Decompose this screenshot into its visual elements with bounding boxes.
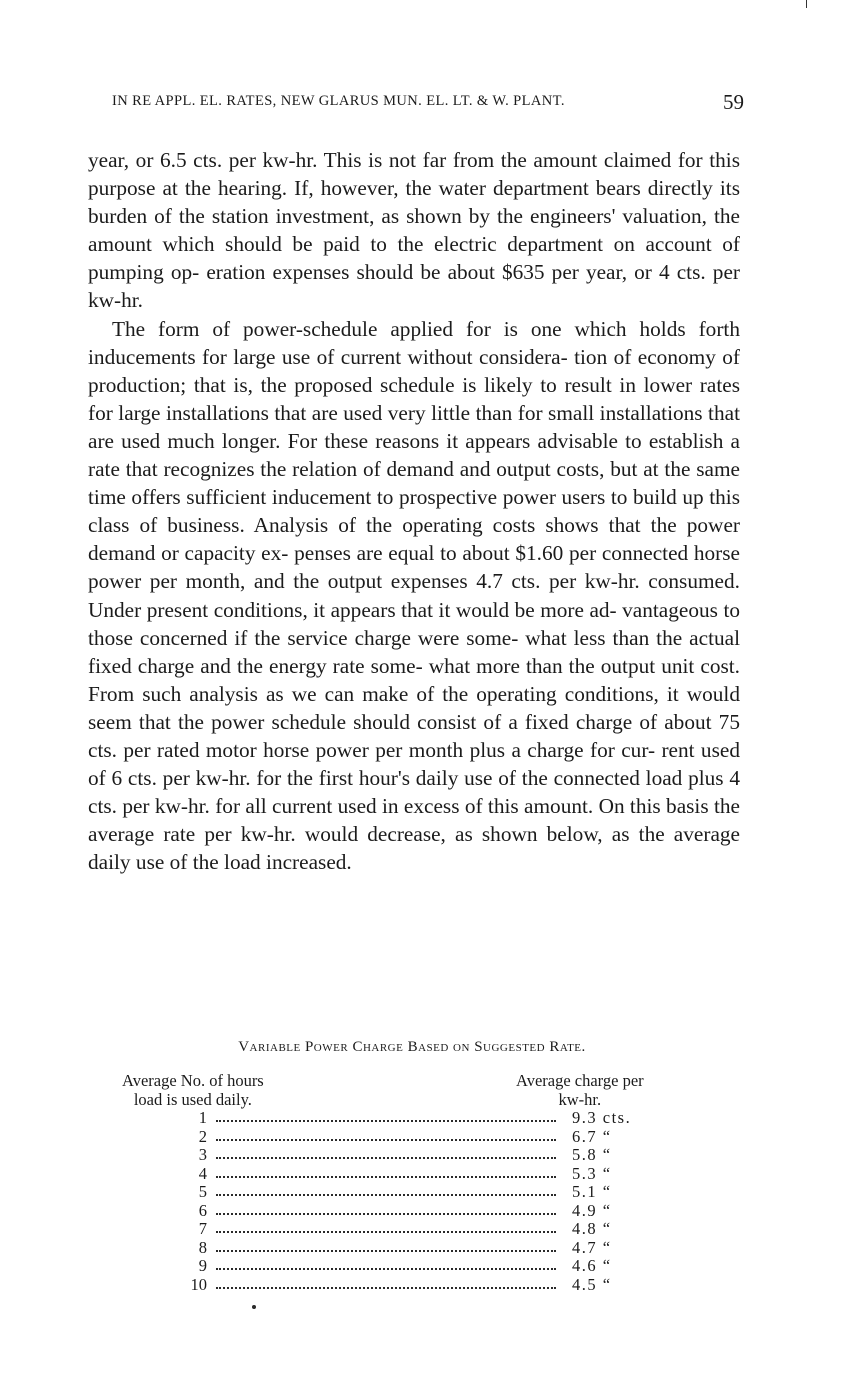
hours-cell: 6: [198, 1200, 207, 1220]
text-line: The form of power-schedule applied for is one which holds: [112, 316, 699, 341]
dot-leader: [216, 1157, 556, 1159]
text-line: rate that recognizes the relation of demand and output costs,: [88, 457, 611, 482]
text-line: used very little than for small installations that are used much: [88, 400, 740, 453]
table-title: Variable Power Charge Based on Suggested Rate.: [238, 1039, 586, 1055]
text-line: tion of economy of production; that is, the proposed schedule: [88, 344, 740, 397]
text-line: longer. For these reasons it appears advisable to establish a: [221, 428, 740, 453]
table-row: [150, 1108, 650, 1127]
dot-leader: [216, 1213, 556, 1215]
table-header-line: Average charge per: [516, 1071, 644, 1090]
table-row: [150, 1201, 650, 1220]
text-line: claimed for this purpose at the hearing. If, however, the water: [88, 148, 740, 201]
hours-cell: 10: [190, 1274, 207, 1294]
paragraph-2: [88, 315, 740, 877]
hours-cell: 8: [198, 1237, 207, 1257]
charge-cell: 5.3 “: [572, 1163, 612, 1183]
ink-speck: [252, 1305, 256, 1309]
charge-cell: 5.8 “: [572, 1145, 612, 1164]
text-line: use of the load increased.: [135, 850, 352, 875]
text-line: kw-hr.: [88, 288, 144, 313]
table-row: [150, 1182, 650, 1201]
text-line: department bears directly its burden of the station investment,: [88, 176, 740, 229]
table-row: [150, 1238, 650, 1257]
table-row: [150, 1275, 650, 1294]
text-line: Under present conditions, it appears that it would be more ad-: [88, 597, 617, 622]
text-line: power users to build up this class of business. Analysis of the: [88, 485, 740, 538]
hours-cell: 5: [198, 1182, 207, 1201]
table-header-charge: [516, 1072, 644, 1109]
text-line: per rated motor horse power per month plus a charge for cur-: [123, 737, 656, 762]
text-line: penses are equal to about $1.60 per connected horse power per: [88, 541, 741, 594]
text-line: but at the same time offers sufficient inducement to prospective: [88, 457, 740, 510]
page-edge-mark: [806, 0, 807, 8]
dot-leader: [216, 1287, 556, 1289]
running-head-title: IN RE APPL. EL. RATES, NEW GLARUS MUN. EL. LT. & W. PLANT.: [112, 93, 565, 109]
hours-cell: 7: [198, 1219, 207, 1238]
table-row: [150, 1256, 650, 1275]
text-line: what more than the output unit cost. From such analysis as we: [88, 653, 740, 706]
hours-cell: 3: [198, 1145, 207, 1164]
text-line: vantageous to those concerned if the service charge were some-: [88, 597, 741, 650]
table-header-hours: [122, 1072, 264, 1109]
text-line: year, or 6.5 cts. per kw-hr. This is not far from the amount: [88, 148, 604, 172]
body-text: [88, 146, 740, 876]
table-row: [150, 1145, 650, 1164]
rate-table: [150, 1108, 650, 1293]
table-header-line: Average No. of hours: [122, 1071, 264, 1090]
text-line: kw-hr. would decrease, as shown below, as the average daily: [88, 822, 741, 875]
table-header-line: kw-hr.: [558, 1089, 602, 1109]
text-line: can make of the operating conditions, it would seem that the: [88, 681, 740, 734]
dot-leader: [216, 1139, 556, 1141]
hours-cell: 1: [198, 1108, 207, 1127]
table-row: [150, 1219, 650, 1238]
text-line: operating costs shows that the power demand or capacity ex-: [88, 513, 740, 566]
text-line: eration expenses should be about $635 per year, or 4 cts. per: [206, 260, 740, 285]
charge-cell: 4.5 “: [572, 1274, 612, 1294]
dot-leader: [216, 1231, 556, 1233]
hours-cell: 2: [198, 1126, 207, 1146]
dot-leader: [216, 1268, 556, 1270]
table-header-line: load is used daily.: [133, 1089, 252, 1109]
charge-cell: 4.6 “: [572, 1256, 612, 1275]
charge-cell: 4.9 “: [572, 1200, 612, 1220]
dot-leader: [216, 1120, 556, 1122]
text-line: in excess of this amount. On this basis the average rate per: [88, 794, 740, 847]
text-line: what less than the actual fixed charge and the energy rate some-: [88, 625, 740, 678]
charge-cell: 9.3 cts.: [572, 1108, 632, 1127]
table-row: [150, 1127, 650, 1146]
text-line: as shown by the engineers' valuation, the amount which should: [88, 204, 740, 257]
paragraph-1: [88, 146, 740, 315]
running-head: [112, 90, 744, 114]
text-line: forth inducements for large use of current without considera-: [88, 316, 740, 369]
text-line: rent used of 6 cts. per kw-hr. for the first hour's daily use of: [88, 737, 740, 791]
page-number: 59: [723, 90, 744, 114]
charge-cell: 4.7 “: [572, 1237, 612, 1257]
table-row: [150, 1164, 650, 1183]
dot-leader: [216, 1176, 556, 1178]
text-line: the connected load plus 4 cts. per kw-hr. for all current used: [88, 766, 740, 819]
dot-leader: [216, 1194, 556, 1196]
text-line: power schedule should consist of a fixed charge of about 75 cts.: [88, 709, 740, 762]
charge-cell: 6.7 “: [572, 1126, 612, 1146]
charge-cell: 5.1 “: [572, 1182, 612, 1201]
hours-cell: 9: [198, 1256, 207, 1275]
text-line: be paid to the electric department on account of pumping op-: [88, 232, 740, 285]
text-line: month, and the output expenses 4.7 cts. per kw-hr. consumed.: [185, 569, 740, 594]
text-line: is likely to result in lower rates for large installations that are: [88, 372, 740, 425]
hours-cell: 4: [198, 1163, 207, 1183]
dot-leader: [216, 1250, 556, 1252]
charge-cell: 4.8 “: [572, 1219, 612, 1238]
